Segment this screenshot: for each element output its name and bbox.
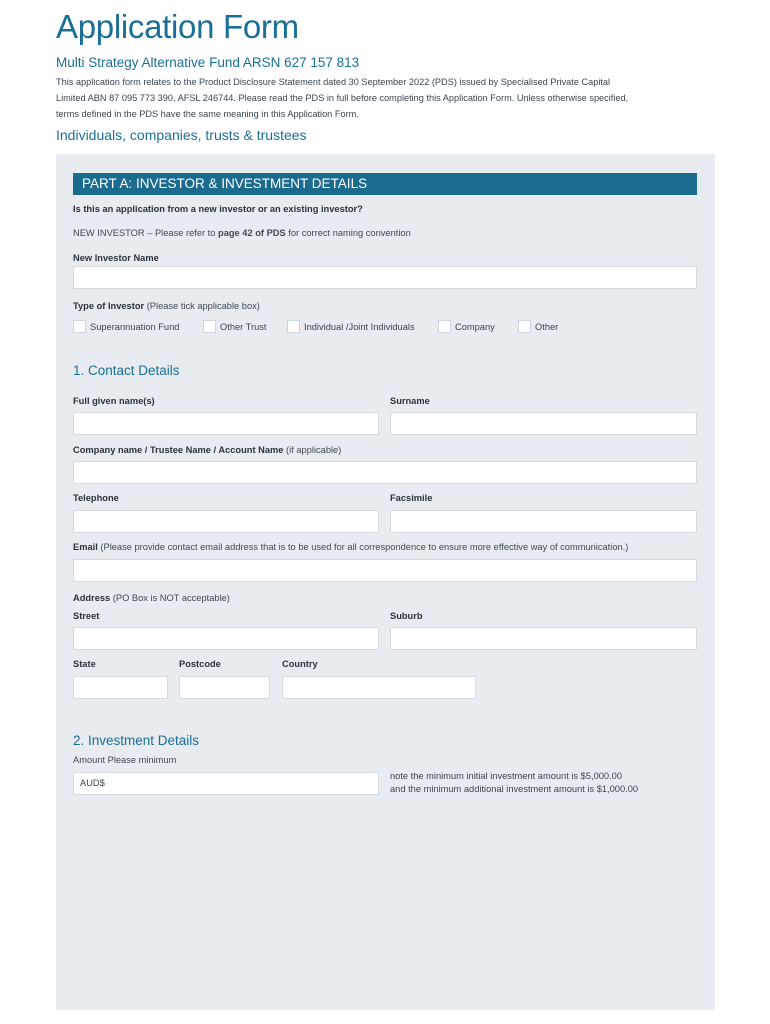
given-names-label [73, 396, 155, 406]
amount-input[interactable] [73, 772, 379, 795]
email-input[interactable] [73, 559, 697, 582]
investment-details-heading: 2. Investment Details [73, 733, 200, 748]
given-names-input[interactable] [73, 412, 379, 435]
new-investor-page-ref: page 42 of PDS [218, 228, 286, 238]
telephone-label-text: Telephone [73, 493, 119, 503]
other-trust-checkbox[interactable] [203, 320, 216, 333]
other-label: Other [535, 322, 559, 332]
new-investor-prefix: NEW INVESTOR – Please refer to [73, 228, 219, 238]
suburb-label [390, 611, 423, 621]
part-a-banner: PART A: INVESTOR & INVESTMENT DETAILS [73, 173, 697, 195]
minimum-note-line: and the minimum additional investment amount is $1,000.00 [390, 784, 639, 794]
intro-line: Limited ABN 87 095 773 390, AFSL 246744. Please read the PDS in full before completing this Application Form. Unless otherwise specified, [56, 93, 629, 103]
state-label-text: State [73, 659, 96, 669]
postcode-label [179, 659, 221, 669]
new-investor-name-label [73, 253, 159, 263]
state-label [73, 659, 96, 669]
postcode-input[interactable] [179, 676, 270, 699]
suburb-input[interactable] [390, 627, 697, 650]
email-label [73, 542, 628, 552]
contact-details-heading: 1. Contact Details [73, 363, 180, 378]
state-input[interactable] [73, 676, 168, 699]
address-label-text: Address [73, 593, 111, 603]
investor-type-label [73, 301, 260, 311]
country-label [282, 659, 318, 669]
section-label: Individuals, companies, trusts & trustees [56, 127, 307, 143]
facsimile-label [390, 493, 432, 503]
email-label-text: Email [73, 542, 98, 552]
email-hint: (Please provide contact email address that is to be used for all correspondence to ensure more effective way of communication.) [97, 542, 629, 552]
individual-label: Individual /Joint Individuals [304, 322, 415, 332]
new-investor-suffix: for correct naming convention [285, 228, 411, 238]
company-label: Company [455, 322, 495, 332]
new-investor-name-label-text: New Investor Name [73, 253, 159, 263]
company-name-hint: (if applicable) [283, 445, 342, 455]
intro-paragraph [56, 74, 696, 122]
page-title: Application Form [56, 8, 299, 45]
company-name-label-text: Company name / Trustee Name / Account Name [73, 445, 284, 455]
facsimile-input[interactable] [390, 510, 697, 533]
surname-label [390, 396, 430, 406]
investor-type-label-text: Type of Investor [73, 301, 145, 311]
superannuation-checkbox[interactable] [73, 320, 86, 333]
surname-label-text: Surname [390, 396, 430, 406]
new-investor-name-input[interactable] [73, 266, 697, 289]
country-input[interactable] [282, 676, 476, 699]
address-label [73, 593, 230, 603]
other-trust-label: Other Trust [220, 322, 267, 332]
new-investor-note [73, 228, 411, 238]
given-names-label-text: Full given name(s) [73, 396, 155, 406]
investor-question [73, 204, 363, 214]
fund-subtitle: Multi Strategy Alternative Fund ARSN 627 157 813 [56, 55, 360, 70]
minimum-note-line: note the minimum initial investment amount is $5,000.00 [390, 771, 623, 781]
individual-checkbox[interactable] [287, 320, 300, 333]
company-name-label [73, 445, 341, 455]
surname-input[interactable] [390, 412, 697, 435]
postcode-label-text: Postcode [179, 659, 221, 669]
intro-line: terms defined in the PDS have the same meaning in this Application Form. [56, 109, 359, 119]
street-label [73, 611, 99, 621]
superannuation-label: Superannuation Fund [90, 322, 180, 332]
company-name-input[interactable] [73, 461, 697, 484]
company-checkbox[interactable] [438, 320, 451, 333]
address-hint: (PO Box is NOT acceptable) [110, 593, 230, 603]
investor-question-text: Is this an application from a new investor or an existing investor? [73, 204, 363, 214]
country-label-text: Country [282, 659, 318, 669]
investor-type-hint: (Please tick applicable box) [144, 301, 260, 311]
street-label-text: Street [73, 611, 100, 621]
suburb-label-text: Suburb [390, 611, 423, 621]
facsimile-label-text: Facsimile [390, 493, 433, 503]
other-checkbox[interactable] [518, 320, 531, 333]
telephone-input[interactable] [73, 510, 379, 533]
intro-line: This application form relates to the Product Disclosure Statement dated 30 September 2022 (PDS) issued by Specialised Private Capital [56, 77, 611, 87]
telephone-label [73, 493, 119, 503]
minimum-note [390, 770, 638, 796]
amount-label: Amount Please minimum [73, 755, 177, 765]
currency-prefix: AUD$ [80, 778, 105, 788]
street-input[interactable] [73, 627, 379, 650]
